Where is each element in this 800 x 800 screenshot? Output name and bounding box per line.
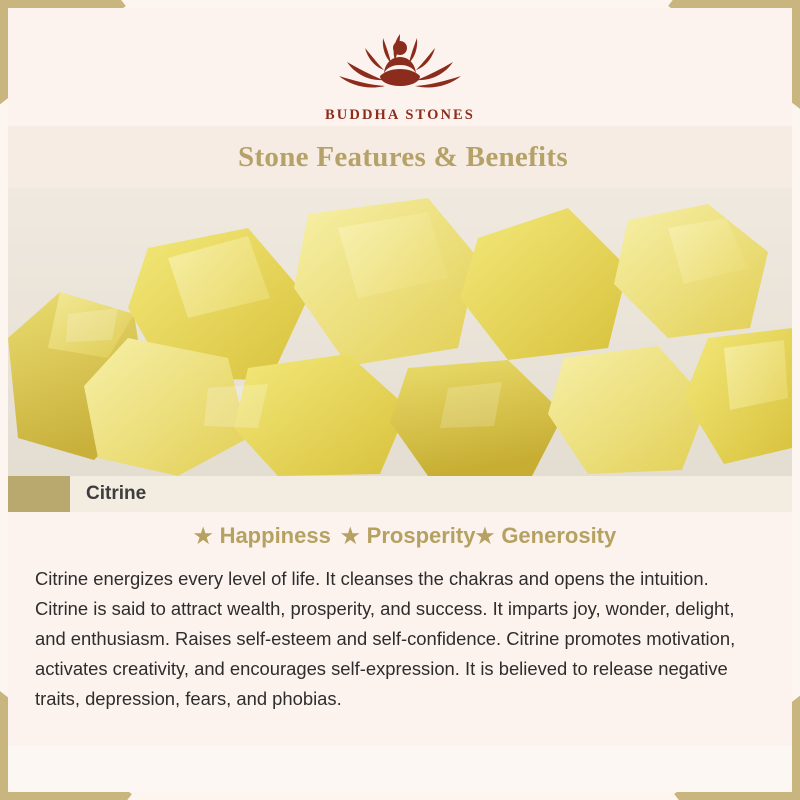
benefit-item bbox=[331, 523, 476, 549]
benefit-item bbox=[475, 523, 616, 549]
benefit-item bbox=[184, 523, 331, 549]
content-area bbox=[8, 8, 792, 792]
benefits-row bbox=[8, 514, 792, 558]
page-title-text: Stone Features & Benefits bbox=[238, 140, 568, 173]
benefit-label: Happiness bbox=[219, 523, 331, 548]
page-title bbox=[163, 126, 643, 188]
lotus-meditation-icon bbox=[8, 22, 792, 103]
star-icon: ★ bbox=[193, 524, 213, 548]
stone-name: Citrine bbox=[86, 483, 147, 504]
benefit-label: Prosperity bbox=[366, 523, 476, 548]
stone-description: Citrine energizes every level of life. It cleanses the chakras and opens the intuition. Citrine is said to attract wealth, prosperity, and success. It imparts joy, wonder, delight, and enthusiasm. Raises self-esteem and self-confidence. Citrine promotes motivation, activates creativity, and encourages self-expression. It is believed to release negative traits, depression, fears, and phobias. bbox=[35, 568, 736, 709]
star-icon: ★ bbox=[475, 524, 495, 548]
bottom-band bbox=[8, 746, 792, 792]
star-icon: ★ bbox=[340, 524, 360, 548]
raw-citrine-stones-photo bbox=[8, 188, 792, 476]
benefit-label: Generosity bbox=[501, 523, 617, 548]
brand-logo bbox=[8, 22, 792, 124]
brand-name: BUDDHA STONES bbox=[325, 107, 475, 123]
stone-name-accent bbox=[8, 476, 70, 512]
